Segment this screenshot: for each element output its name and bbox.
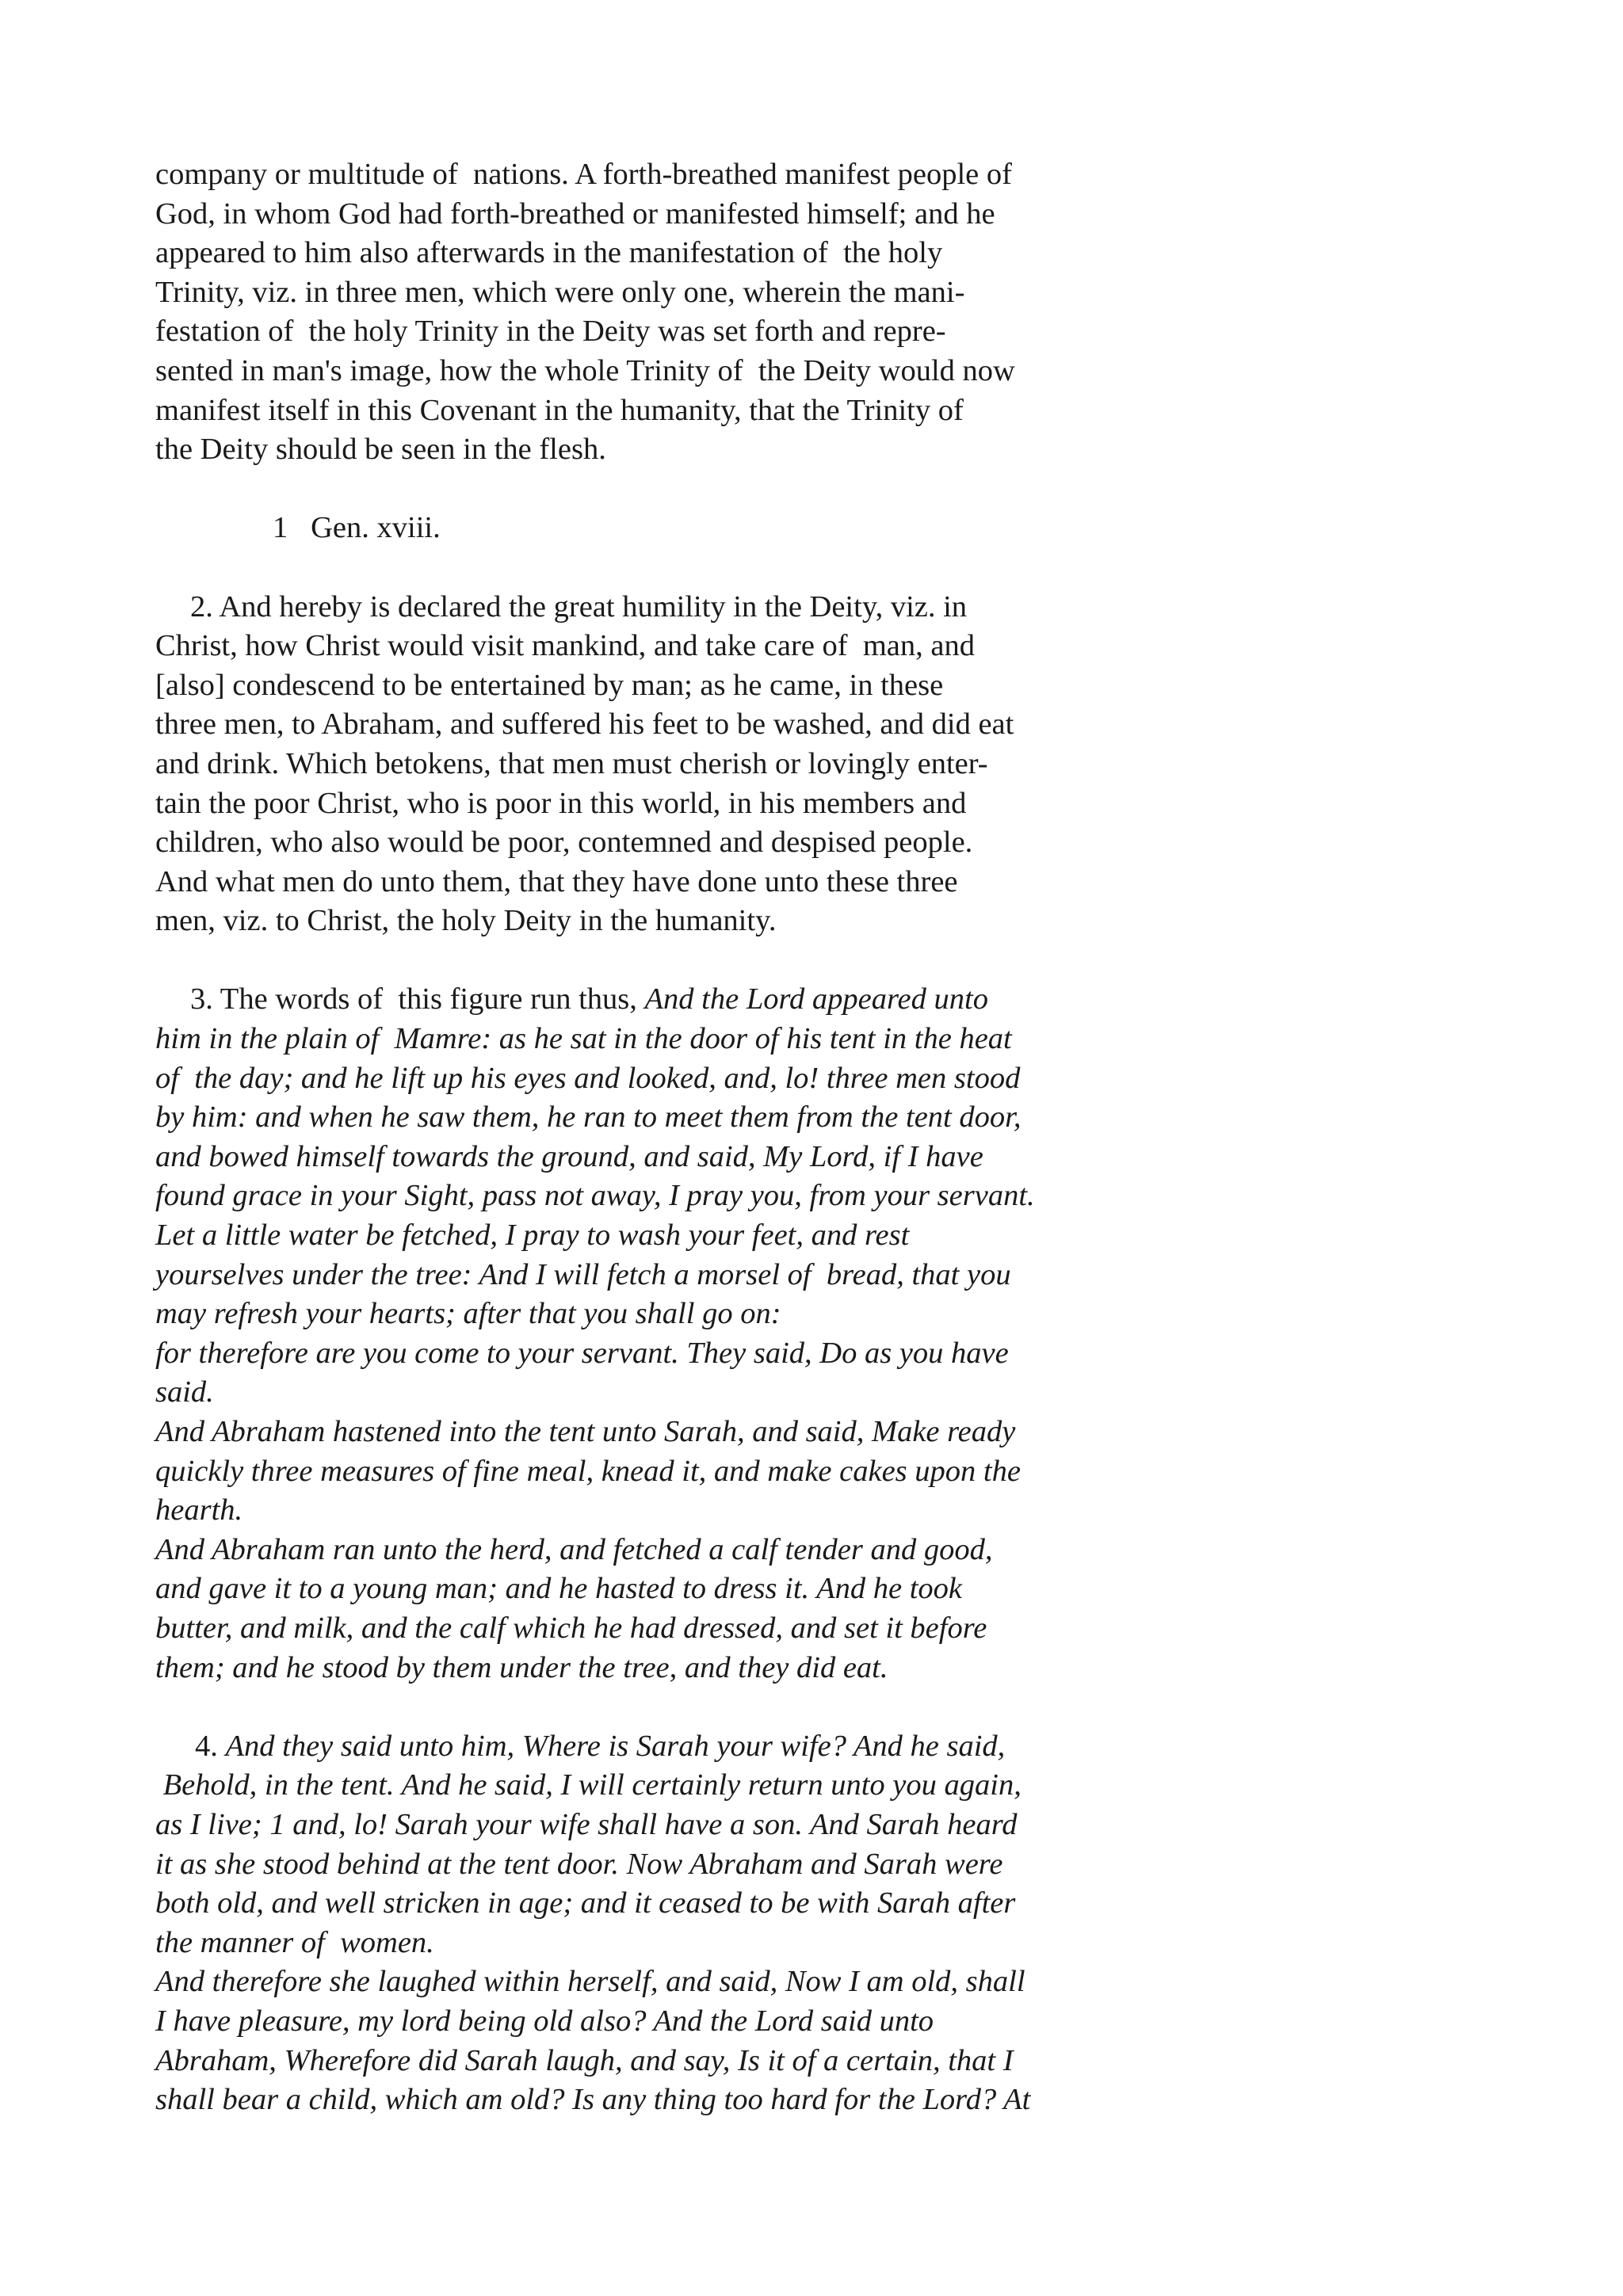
text-line: I have pleasure, my lord being old also? And the Lord said unto xyxy=(155,2004,934,2038)
text-line: And Abraham ran unto the herd, and fetched a calf tender and good, xyxy=(155,1532,993,1566)
footnote-text: 1 Gen. xviii. xyxy=(273,511,441,545)
italic-quote: And they said unto him, Where is Sarah your wife? And he said, xyxy=(225,1729,1006,1763)
text-line: them; and he stood by them under the tree, and they did eat. xyxy=(155,1650,888,1684)
text-line: Abraham, Wherefore did Sarah laugh, and say, Is it of a certain, that I xyxy=(155,2043,1014,2077)
text-line: men, viz. to Christ, the holy Deity in the humanity. xyxy=(155,904,777,938)
text-line: manifest itself in this Covenant in the humanity, that the Trinity of xyxy=(155,393,964,427)
paragraph-2 xyxy=(155,588,1154,941)
text-line: yourselves under the tree: And I will fetch a morsel of bread, that you xyxy=(155,1257,1011,1291)
text-line: three men, to Abraham, and suffered his feet to be washed, and did eat xyxy=(155,707,1014,742)
text-line: by him: and when he saw them, he ran to meet them from the tent door, xyxy=(155,1100,1022,1135)
text-line: said. xyxy=(155,1375,214,1409)
text-line: shall bear a child, which am old? Is any thing too hard for the Lord? At xyxy=(155,2083,1031,2117)
paragraph-3 xyxy=(155,980,1154,1688)
text-line: sented in man's image, how the whole Trinity of the Deity would now xyxy=(155,353,1015,387)
text-line: [also] condescend to be entertained by man; as he came, in these xyxy=(155,668,944,702)
text-line: And what men do unto them, that they have done unto these three xyxy=(155,864,958,898)
document-page xyxy=(155,155,1154,2120)
footnote xyxy=(155,509,1154,548)
text-line: of the day; and he lift up his eyes and looked, and, lo! three men stood xyxy=(155,1061,1021,1095)
paragraph-4 xyxy=(155,1727,1154,2120)
text-line: quickly three measures of fine meal, knead it, and make cakes upon the xyxy=(155,1454,1021,1488)
text-line: him in the plain of Mamre: as he sat in the door of his tent in the heat xyxy=(155,1022,1012,1056)
text-line: Let a little water be fetched, I pray to wash your feet, and rest xyxy=(155,1219,910,1253)
text-line: for therefore are you come to your servant. They said, Do as you have xyxy=(155,1336,1009,1370)
italic-quote: And the Lord appeared unto xyxy=(644,982,988,1016)
paragraph-1 xyxy=(155,155,1154,470)
text-line: Behold, in the tent. And he said, I will certainly return unto you again, xyxy=(155,1768,1022,1802)
text-line: tain the poor Christ, who is poor in this world, in his members and xyxy=(155,786,967,820)
text-line: the Deity should be seen in the flesh. xyxy=(155,433,606,467)
text-line: both old, and well stricken in age; and it ceased to be with Sarah after xyxy=(155,1886,1016,1920)
text-line: it as she stood behind at the tent door. Now Abraham and Sarah were xyxy=(155,1847,1003,1881)
text-line: and gave it to a young man; and he hasted to dress it. And he took xyxy=(155,1572,962,1606)
text-line: 2. And hereby is declared the great humility in the Deity, viz. in xyxy=(190,589,968,624)
blank-line xyxy=(155,548,1154,588)
text-line: And Abraham hastened into the tent unto Sarah, and said, Make ready xyxy=(155,1415,1016,1448)
text-line: may refresh your hearts; after that you shall go on: xyxy=(155,1297,781,1331)
text-line: And therefore she laughed within herself, and said, Now I am old, shall xyxy=(155,1965,1025,1999)
blank-line xyxy=(155,470,1154,509)
text-line: butter, and milk, and the calf which he had dressed, and set it before xyxy=(155,1611,987,1645)
text-line: God, in whom God had forth-breathed or manifested himself; and he xyxy=(155,196,995,231)
text-line: as I live; 1 and, lo! Sarah your wife shall have a son. And Sarah heard xyxy=(155,1807,1018,1841)
text-line: Christ, how Christ would visit mankind, and take care of man, and xyxy=(155,629,975,663)
text-line: appeared to him also afterwards in the manifestation of the holy xyxy=(155,236,943,270)
text-line xyxy=(155,980,1154,1020)
text-line: the manner of women. xyxy=(155,1925,434,1959)
text-line: found grace in your Sight, pass not away, I pray you, from your servant. xyxy=(155,1179,1035,1213)
text-line: festation of the holy Trinity in the Deity was set forth and repre- xyxy=(155,315,946,349)
blank-line xyxy=(155,941,1154,981)
text-line: and bowed himself towards the ground, and said, My Lord, if I have xyxy=(155,1139,983,1173)
blank-line xyxy=(155,1688,1154,1727)
text-line: children, who also would be poor, contemned and despised people. xyxy=(155,826,973,860)
text-line: Trinity, viz. in three men, which were only one, wherein the mani- xyxy=(155,275,965,309)
text-line: company or multitude of nations. A forth-breathed manifest people of xyxy=(155,158,1012,191)
paragraph-lead: 3. The words of this figure run thus, xyxy=(190,982,645,1016)
text-line: and drink. Which betokens, that men must cherish or lovingly enter- xyxy=(155,746,988,780)
paragraph-lead: 4. xyxy=(195,1729,226,1763)
text-line: hearth. xyxy=(155,1493,243,1527)
text-line xyxy=(155,1727,1154,1767)
